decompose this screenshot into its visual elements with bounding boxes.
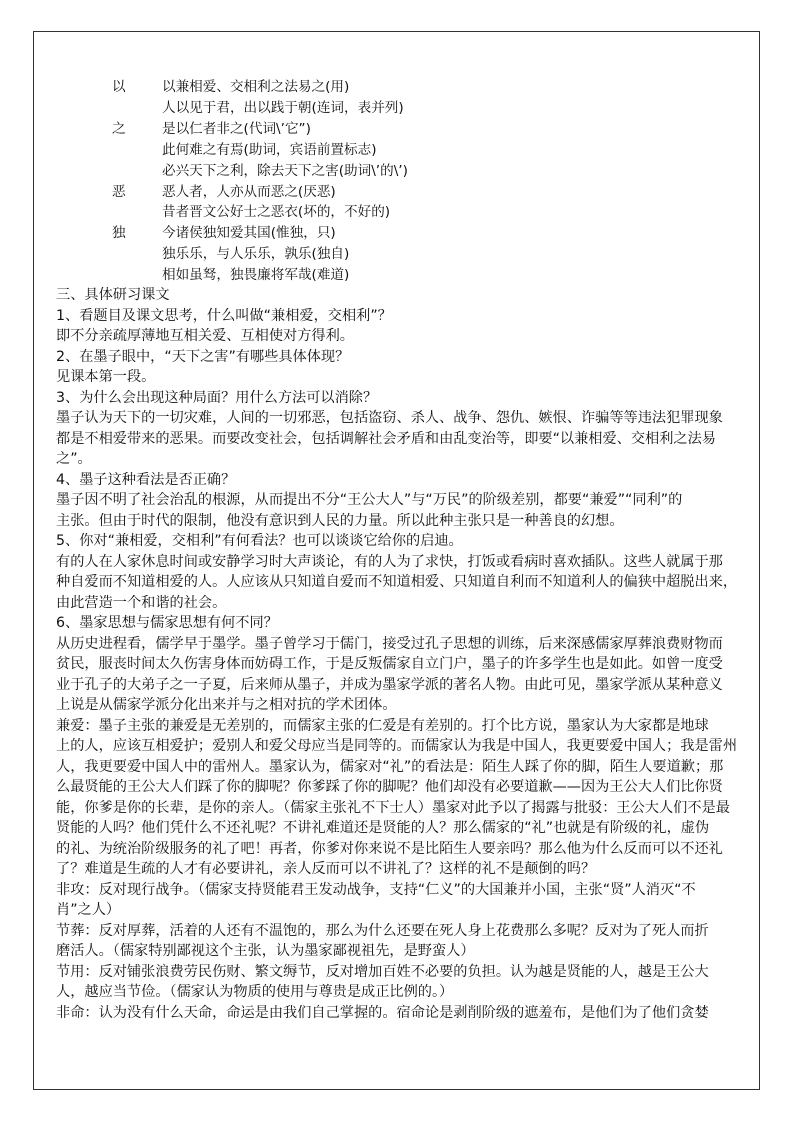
text-line: 墨子认为天下的一切灾难，人间的一切邪恶，包括盗窃、杀人、战争、怨仇、嫉恨、诈骗等等违法犯罪现象 — [56, 410, 723, 426]
text-line: 上说是从儒家学派分化出来并与之相对抗的学术团体。 — [56, 697, 397, 713]
vocab-example-line: 相如虽驽，独畏廉将军哉(难道) — [162, 267, 350, 284]
vocab-example-line: 必兴天下之利，除去天下之害(助词\’的\’) — [162, 162, 408, 179]
text-line: 从历史进程看，儒学早于墨学。墨子曾学习于儒门，接受过孔子思想的训练，后来深感儒家厚葬浪费财物而 — [56, 635, 723, 652]
section-heading: 三、具体研习课文 — [56, 287, 170, 303]
text-line: 业于孔子的大弟子之一子夏，后来师从墨子，并成为墨家学派的著名人物。由此可见，墨家学派从某种意义 — [56, 676, 723, 693]
text-line: 种自爱而不知道相爱的人。人应该从只知道自爱而不知道相爱、只知道自利而不知道利人的偏狭中超脱出来， — [56, 574, 738, 590]
text-line: 贤能的人吗？他们凭什么不还礼呢？不讲礼难道还是贤能的人？那么儒家的“礼”也就是有阶级的礼，虚伪 — [56, 820, 710, 836]
text-line: 磨活人。（儒家特别鄙视这个主张，认为墨家鄙视祖先，是野蛮人） — [56, 943, 475, 959]
text-line: 非攻：反对现行战争。（儒家支持贤能君王发动战争，支持“仁义”的大国兼并小国，主张“贤”人消灭“不 — [56, 881, 696, 898]
text-line: 由此营造一个和谐的社会。 — [56, 594, 227, 611]
vocab-character: 以 — [112, 79, 126, 95]
text-line: 人，越应当节俭。（儒家认为物质的使用与尊贵是成正比例的。） — [56, 984, 454, 1000]
text-line: 6、墨家思想与儒家思想有何不同？ — [56, 615, 278, 631]
text-line: 节用：反对铺张浪费劳民伤财、繁文缛节，反对增加百姓不必要的负担。认为越是贤能的人，越是王公大 — [56, 963, 709, 980]
text-line: 贫民，服丧时间太久伤害身体而妨碍工作，于是反叛儒家自立门户，墨子的许多学生也是如此。如曾一度受 — [56, 656, 723, 672]
vocab-example-line: 是以仁者非之(代词\’它”) — [162, 120, 311, 137]
text-line: 么最贤能的王公大人们踩了你的脚呢？你爹踩了你的脚呢？他们却没有必要道歉——因为王公大人们比你贤 — [56, 779, 723, 795]
text-line: 之”。 — [56, 451, 92, 467]
text-line: 见课本第一段。 — [56, 369, 156, 385]
text-line: 3、为什么会出现这种局面？用什么方法可以消除？ — [56, 389, 378, 406]
text-line: 1、看题目及课文思考，什么叫做“兼相爱，交相利”？ — [56, 307, 392, 324]
vocab-character: 恶 — [112, 183, 126, 200]
vocab-example-line: 今诸侯独知爱其国(惟独，只) — [162, 225, 336, 242]
text-line: 都是不相爱带来的恶果。而要改变社会，包括调解社会矛盾和由乱变治等，即要“以兼相爱、交相利之法易 — [56, 430, 716, 447]
text-line: 墨子因不明了社会治乱的根源，从而提出不分“王公大人”与“万民”的阶级差别，都要“兼爱”“同利”的 — [56, 492, 683, 508]
vocab-character: 之 — [112, 120, 126, 137]
text-line: 4、墨子这种看法是否正确？ — [56, 471, 236, 488]
vocab-example-line: 以兼相爱、交相利之法易之(用) — [162, 79, 350, 95]
text-line: 了？难道是生疏的人才有必要讲礼，亲人反而可以不讲礼了？这样的礼不是颠倒的吗？ — [56, 861, 596, 877]
vocab-character: 独 — [112, 225, 126, 242]
text-line: 人，我更要爱中国人中的雷州人。墨家认为，儒家对“礼”的看法是：陌生人踩了你的脚，陌生人要道歉；那 — [56, 758, 724, 775]
text-line: 节葬：反对厚葬，活着的人还有不温饱的，那么为什么还要在死人身上花费那么多呢？反对为了死人而折 — [56, 922, 709, 939]
vocab-example-line: 恶人者，人亦从而恶之(厌恶) — [162, 183, 336, 200]
text-line: 5、你对“兼相爱，交相利”有何看法？也可以谈谈它给你的启迪。 — [56, 533, 463, 549]
text-line: 的礼、为统治阶级服务的礼了吧！再者，你爹对你来说不是比陌生人要亲吗？那么他为什么反而可以不还礼 — [56, 840, 723, 857]
text-line: 肖”之人） — [56, 902, 121, 918]
text-line: 即不分亲疏厚薄地互相关爱、互相使对方得利。 — [56, 328, 354, 344]
text-line: 主张。但由于时代的限制，他没有意识到人民的力量。所以此种主张只是一种善良的幻想。 — [56, 512, 624, 529]
text-line: 非命：认为没有什么天命，命运是由我们自己掌握的。宿命论是剥削阶级的遮羞布，是他们为了他们贪婪 — [56, 1004, 709, 1021]
vocab-example-line: 人以见于君，出以践于朝(连词，表并列) — [162, 99, 404, 116]
text-line: 有的人在人家休息时间或安静学习时大声谈论，有的人为了求快，打饭或看病时喜欢插队。这些人就属于那 — [56, 553, 723, 570]
vocab-example-line: 昔者晋文公好士之恶衣(坏的，不好的) — [162, 204, 391, 221]
vocab-example-line: 独乐乐，与人乐乐，孰乐(独自) — [162, 246, 350, 263]
vocab-example-line: 此何难之有焉(助词，宾语前置标志) — [162, 141, 377, 158]
text-line: 上的人，应该互相爱护；爱别人和爱父母应当是同等的。而儒家认为我是中国人，我更要爱中国人；我是雷州 — [56, 738, 738, 754]
text-line: 能，你爹是你的长辈，是你的亲人。（儒家主张礼不下士人）墨家对此予以了揭露与批驳：王公大人们不是最 — [56, 799, 730, 816]
text-line: 2、在墨子眼中，“天下之害”有哪些具体体现？ — [56, 348, 350, 365]
text-line: 兼爱：墨子主张的兼爱是无差别的，而儒家主张的仁爱是有差别的。打个比方说，墨家认为大家都是地球 — [56, 717, 709, 734]
